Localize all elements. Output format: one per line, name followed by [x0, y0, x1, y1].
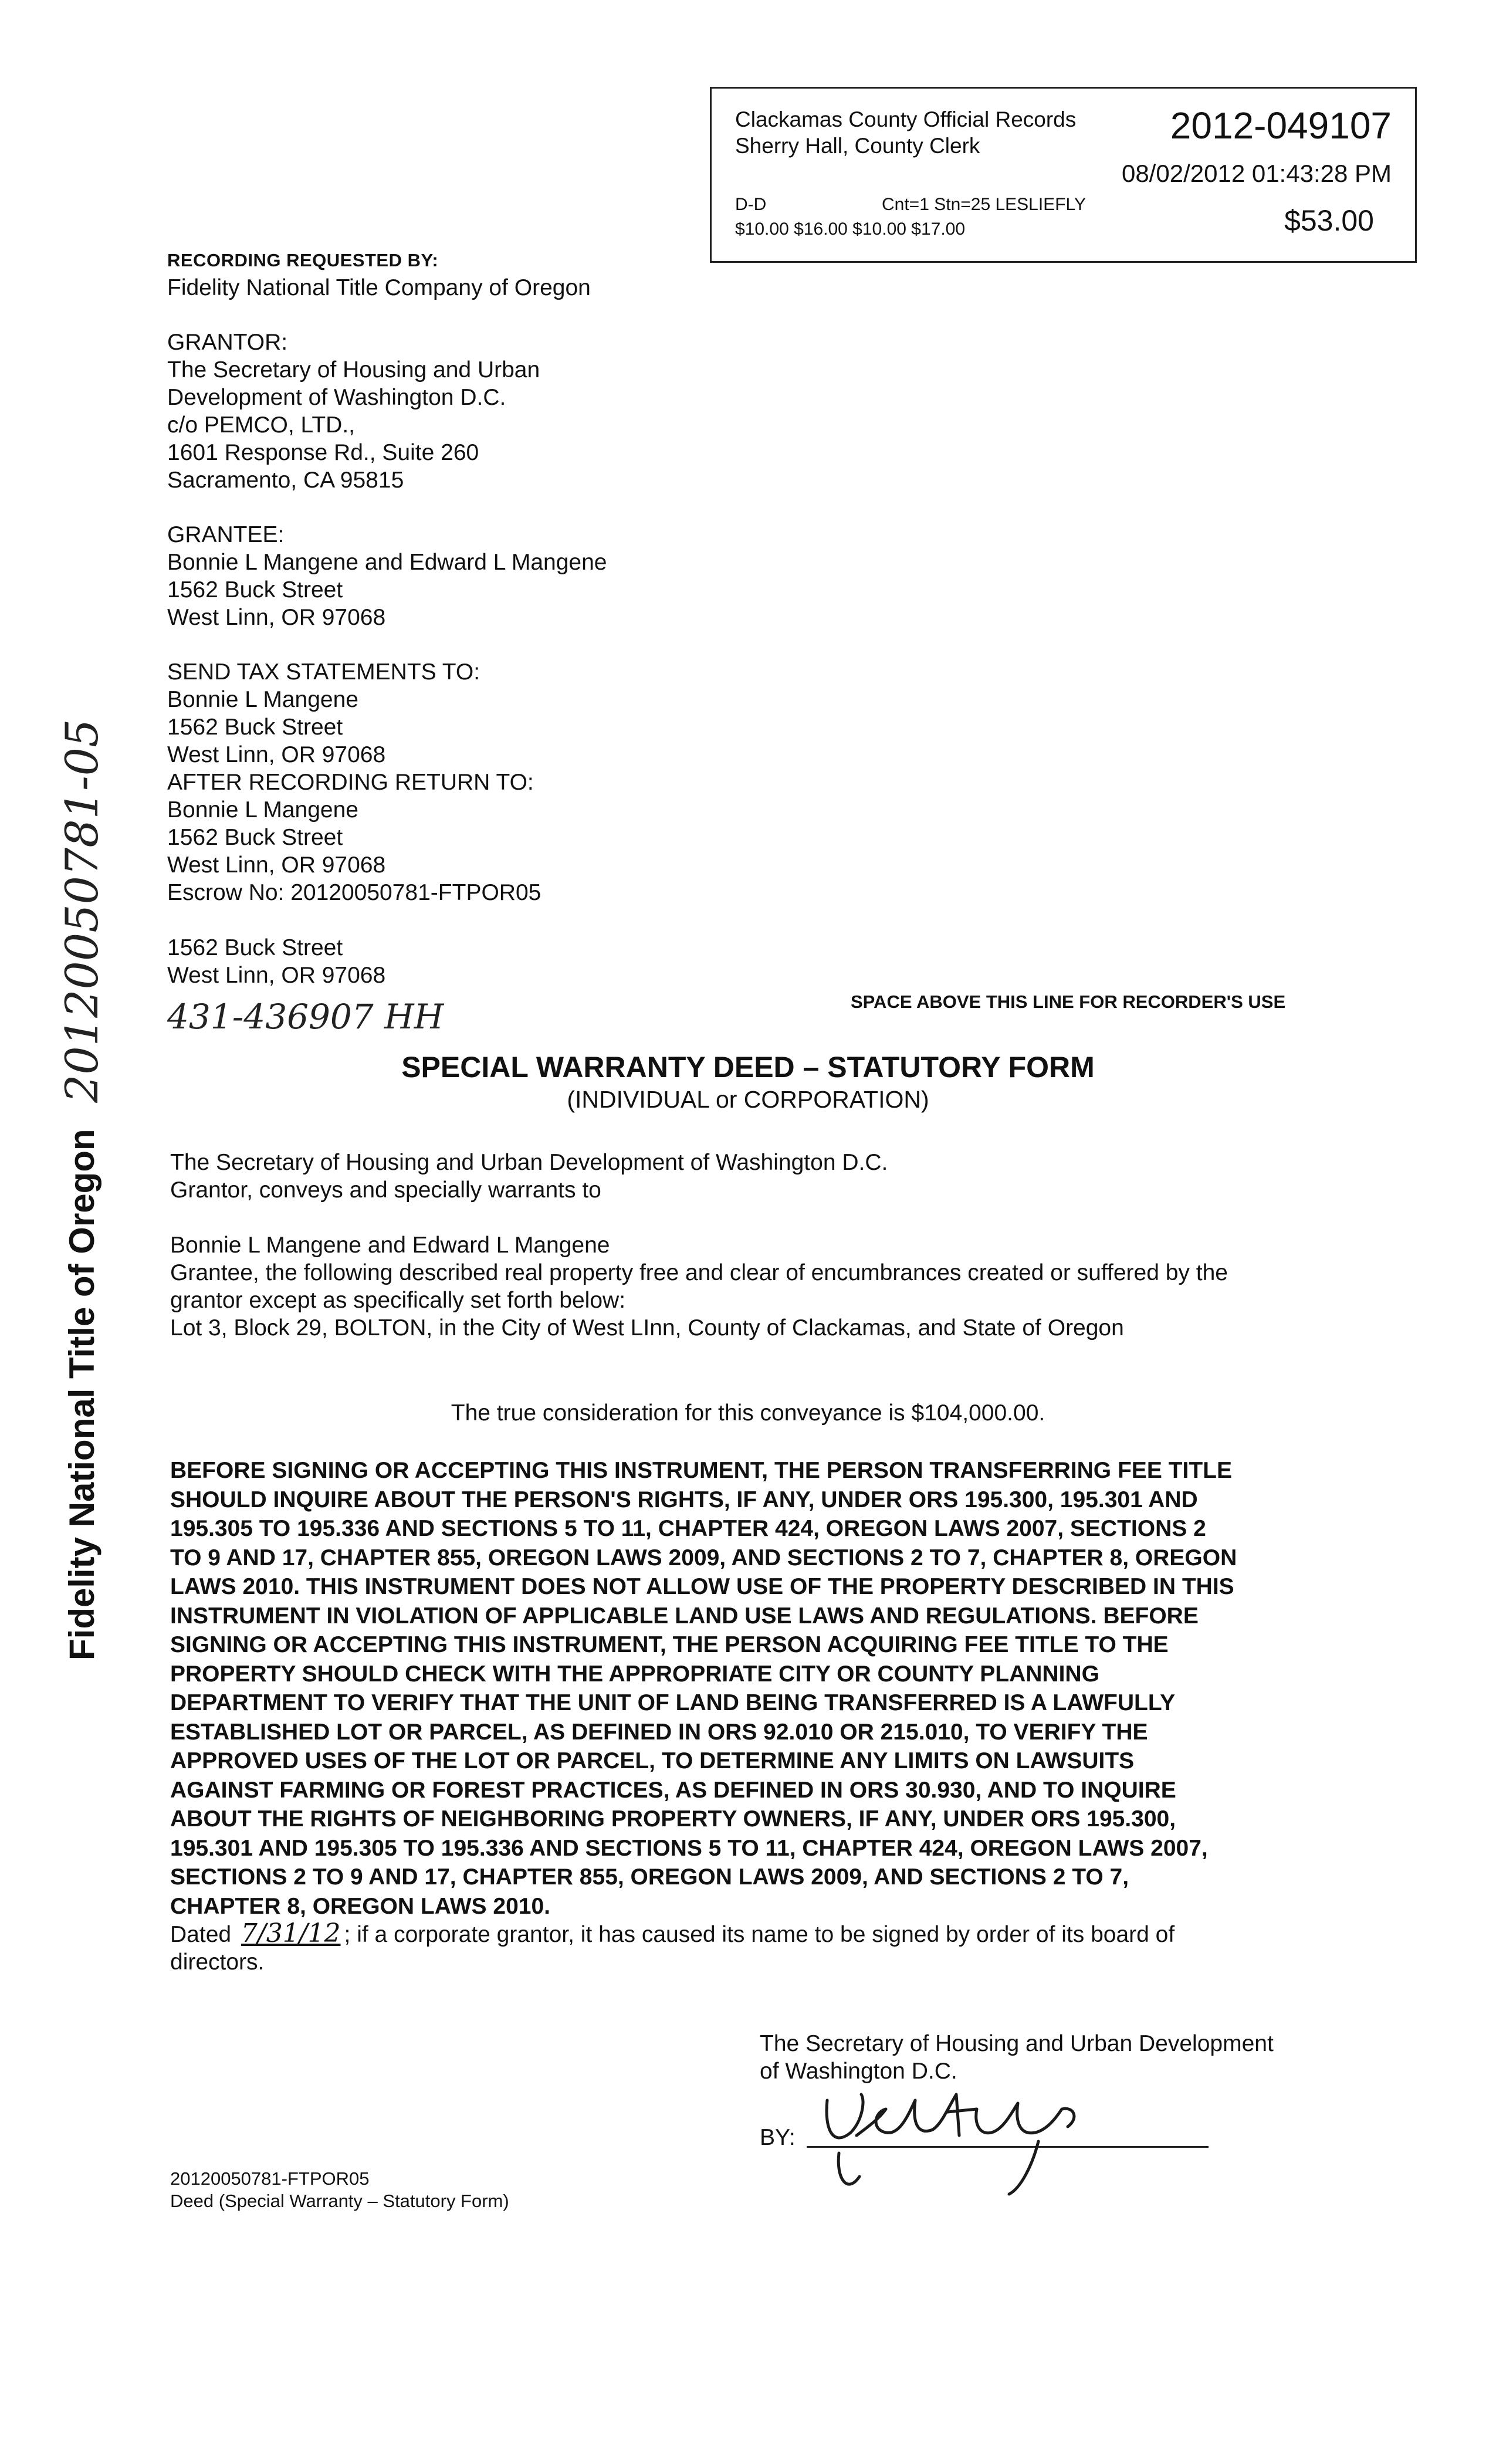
signature-entity-line1: The Secretary of Housing and Urban Development: [760, 2031, 1274, 2056]
dated-line2: directors.: [170, 1949, 265, 1975]
property-address-section: [167, 934, 385, 989]
footer-doc-type: Deed (Special Warranty – Statutory Form): [170, 2191, 509, 2211]
warning-line: DEPARTMENT TO VERIFY THAT THE UNIT OF LAND BEING TRANSFERRED IS A LAWFULLY: [170, 1690, 1176, 1715]
property-address-line: West Linn, OR 97068: [167, 963, 386, 988]
side-stamp: [56, 719, 126, 1660]
recorder-office: [735, 106, 1076, 159]
warning-line: 195.305 TO 195.336 AND SECTIONS 5 TO 11, CHAPTER 424, OREGON LAWS 2007, SECTIONS 2: [170, 1516, 1206, 1541]
warning-line: AGAINST FARMING OR FOREST PRACTICES, AS DEFINED IN ORS 30.930, AND TO INQUIRE: [170, 1777, 1176, 1803]
dated-prefix: Dated: [170, 1922, 232, 1947]
warning-line: APPROVED USES OF THE LOT OR PARCEL, TO DETERMINE ANY LIMITS ON LAWSUITS: [170, 1748, 1135, 1773]
warning-line: LAWS 2010. THIS INSTRUMENT DOES NOT ALLOW USE OF THE PROPERTY DESCRIBED IN THIS: [170, 1574, 1234, 1599]
tax-statements-section: [167, 658, 541, 906]
recording-requested-section: [167, 246, 591, 302]
warning-line: ABOUT THE RIGHTS OF NEIGHBORING PROPERTY OWNERS, IF ANY, UNDER ORS 195.300,: [170, 1806, 1176, 1832]
body-conveys: Grantor, conveys and specially warrants to: [170, 1177, 601, 1203]
warning-line: CHAPTER 8, OREGON LAWS 2010.: [170, 1893, 550, 1919]
grantee-line: West Linn, OR 97068: [167, 605, 386, 630]
warning-line: INSTRUMENT IN VIOLATION OF APPLICABLE LAND USE LAWS AND REGULATIONS. BEFORE: [170, 1603, 1199, 1629]
recording-requested-label: RECORDING REQUESTED BY:: [167, 250, 439, 270]
warning-line: SHOULD INQUIRE ABOUT THE PERSON'S RIGHTS, IF ANY, UNDER ORS 195.300, 195.301 AND: [170, 1487, 1198, 1512]
recorder-datetime: 08/02/2012 01:43:28 PM: [1121, 160, 1392, 187]
deed-title: SPECIAL WARRANTY DEED – STATUTORY FORM: [401, 1051, 1095, 1084]
tax-statements-label: SEND TAX STATEMENTS TO:: [167, 659, 480, 685]
after-recording-line: 1562 Buck Street: [167, 825, 343, 850]
handwritten-signature: [815, 2077, 1085, 2200]
footer-escrow-ref: 20120050781-FTPOR05: [170, 2168, 370, 2189]
recorder-stamp-box: [710, 87, 1417, 263]
recorder-space-note: SPACE ABOVE THIS LINE FOR RECORDER'S USE: [851, 991, 1286, 1012]
grantor-line: 1601 Response Rd., Suite 260: [167, 440, 479, 465]
deed-subtitle: (INDIVIDUAL or CORPORATION): [567, 1086, 929, 1113]
grantor-line: The Secretary of Housing and Urban: [167, 357, 540, 383]
side-stamp-company: Fidelity National Title of Oregon: [62, 1129, 101, 1660]
signature-entity-line2: of Washington D.C.: [760, 2059, 957, 2084]
body-grantor-name: The Secretary of Housing and Urban Development of Washington D.C.: [170, 1150, 888, 1175]
warning-line: 195.301 AND 195.305 TO 195.336 AND SECTIONS 5 TO 11, CHAPTER 424, OREGON LAWS 2007,: [170, 1835, 1208, 1861]
grantee-line: 1562 Buck Street: [167, 577, 343, 603]
property-address-line: 1562 Buck Street: [167, 935, 343, 960]
body-grantee-name: Bonnie L Mangene and Edward L Mangene: [170, 1233, 610, 1258]
handwritten-reference: 431-436907 HH: [167, 997, 444, 1037]
recorder-office-line2: Sherry Hall, County Clerk: [735, 134, 980, 158]
signature-by-label: BY:: [760, 2125, 796, 2150]
after-recording-label: AFTER RECORDING RETURN TO:: [167, 770, 534, 795]
dated-value: 7/31/12: [241, 1918, 341, 1948]
warning-line: BEFORE SIGNING OR ACCEPTING THIS INSTRUMENT, THE PERSON TRANSFERRING FEE TITLE: [170, 1458, 1232, 1483]
recorder-code: D-D: [735, 195, 767, 214]
recording-requested-value: Fidelity National Title Company of Oregon: [167, 275, 591, 300]
tax-statements-line: West Linn, OR 97068: [167, 742, 386, 767]
deed-body: [170, 1149, 1228, 1342]
body-spacer: [170, 1204, 1228, 1231]
side-stamp-number: 20120050781-05: [56, 719, 108, 1103]
body-legal-description: Lot 3, Block 29, BOLTON, in the City of West LInn, County of Clackamas, and State of Oregon: [170, 1315, 1124, 1341]
recorder-count-station: Cnt=1 Stn=25 LESLIEFLY: [882, 195, 1087, 214]
grantor-line: Development of Washington D.C.: [167, 385, 506, 410]
tax-statements-line: 1562 Buck Street: [167, 715, 343, 740]
after-recording-line: West Linn, OR 97068: [167, 852, 386, 878]
body-grantee-line: Grantee, the following described real property free and clear of encumbrances created or suffered by the: [170, 1260, 1228, 1285]
statutory-warning: [170, 1456, 1237, 1921]
recorder-total: $53.00: [1284, 204, 1374, 237]
recorder-document-number: 2012-049107: [1170, 104, 1392, 147]
grantee-section: [167, 521, 607, 631]
after-recording-line: Bonnie L Mangene: [167, 797, 358, 823]
recorder-fees: $10.00 $16.00 $10.00 $17.00: [735, 219, 966, 239]
tax-statements-line: Bonnie L Mangene: [167, 687, 358, 712]
recorder-office-line1: Clackamas County Official Records: [735, 107, 1077, 131]
footer: [170, 2168, 509, 2212]
warning-line: TO 9 AND 17, CHAPTER 855, OREGON LAWS 2009, AND SECTIONS 2 TO 7, CHAPTER 8, OREGON: [170, 1545, 1237, 1571]
warning-line: PROPERTY SHOULD CHECK WITH THE APPROPRIATE CITY OR COUNTY PLANNING: [170, 1661, 1099, 1687]
body-grantee-line: grantor except as specifically set forth below:: [170, 1288, 626, 1313]
grantor-label: GRANTOR:: [167, 330, 288, 355]
warning-line: ESTABLISHED LOT OR PARCEL, AS DEFINED IN ORS 92.010 OR 215.010, TO VERIFY THE: [170, 1719, 1148, 1745]
grantor-line: c/o PEMCO, LTD.,: [167, 412, 355, 438]
consideration: The true consideration for this conveyance is $104,000.00.: [451, 1400, 1045, 1426]
warning-line: SECTIONS 2 TO 9 AND 17, CHAPTER 855, OREGON LAWS 2009, AND SECTIONS 2 TO 7,: [170, 1864, 1129, 1890]
warning-line: SIGNING OR ACCEPTING THIS INSTRUMENT, THE PERSON ACQUIRING FEE TITLE TO THE: [170, 1632, 1169, 1657]
grantor-section: [167, 329, 540, 494]
dated-section: [170, 1920, 1175, 1976]
grantee-label: GRANTEE:: [167, 522, 285, 547]
escrow-number: Escrow No: 20120050781-FTPOR05: [167, 880, 541, 905]
grantor-line: Sacramento, CA 95815: [167, 468, 404, 493]
grantee-line: Bonnie L Mangene and Edward L Mangene: [167, 550, 607, 575]
dated-suffix: ; if a corporate grantor, it has caused its name to be signed by order of its board of: [344, 1922, 1175, 1947]
